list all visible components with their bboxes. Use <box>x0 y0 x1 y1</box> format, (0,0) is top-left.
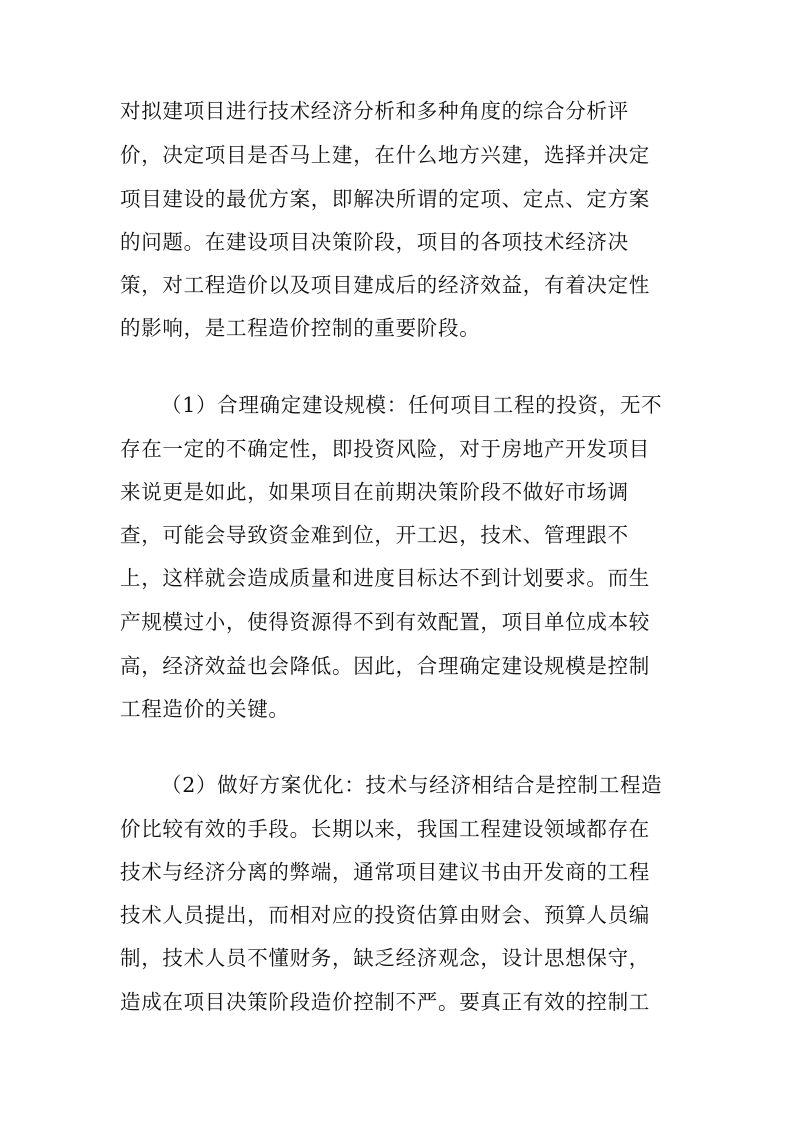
paragraph-3-line-2: 价比较有效的手段。长期以来，我国工程建设领域都存在 <box>120 817 650 841</box>
paragraph-1-line-4: 的问题。在建设项目决策阶段，项目的各项技术经济决 <box>120 230 629 254</box>
paragraph-1-line-1: 对拟建项目进行技术经济分析和多种角度的综合分析评 <box>120 99 629 123</box>
paragraph-2-line-2: 存在一定的不确定性，即投资风险，对于房地产开发项目 <box>120 437 650 461</box>
paragraph-2-line-3: 来说更是如此，如果项目在前期决策阶段不做好市场调 <box>120 480 629 504</box>
paragraph-2-line-7: 高，经济效益也会降低。因此，合理确定建设规模是控制 <box>120 654 650 678</box>
paragraph-1-line-6: 的影响，是工程造价控制的重要阶段。 <box>120 316 481 340</box>
paragraph-2-line-6: 产规模过小，使得资源得不到有效配置，项目单位成本较 <box>120 610 650 634</box>
paragraph-2-line-5: 上，这样就会造成质量和进度目标达不到计划要求。而生 <box>120 566 650 590</box>
paragraph-3-line-4: 技术人员提出，而相对应的投资估算由财会、预算人员编 <box>120 903 650 927</box>
paragraph-1-line-5: 策，对工程造价以及项目建成后的经济效益，有着决定性 <box>120 273 650 297</box>
paragraph-2-line-8: 工程造价的关键。 <box>120 697 290 721</box>
paragraph-1-line-3: 项目建设的最优方案，即解决所谓的定项、定点、定方案 <box>120 187 650 211</box>
paragraph-3-line-1: （2）做好方案优化：技术与经济相结合是控制工程造 <box>161 773 663 797</box>
paragraph-3-line-3: 技术与经济分离的弊端，通常项目建议书由开发商的工程 <box>120 860 650 884</box>
paragraph-3-line-6: 造成在项目决策阶段造价控制不严。要真正有效的控制工 <box>120 990 650 1014</box>
paragraph-2-line-1: （1）合理确定建设规模：任何项目工程的投资，无不 <box>161 393 663 417</box>
paragraph-1-line-2: 价，决定项目是否马上建，在什么地方兴建，选择并决定 <box>120 143 650 167</box>
paragraph-2-line-4: 查，可能会导致资金难到位，开工迟，技术、管理跟不 <box>120 523 629 547</box>
paragraph-3-line-5: 制，技术人员不懂财务，缺乏经济观念，设计思想保守， <box>120 946 650 970</box>
